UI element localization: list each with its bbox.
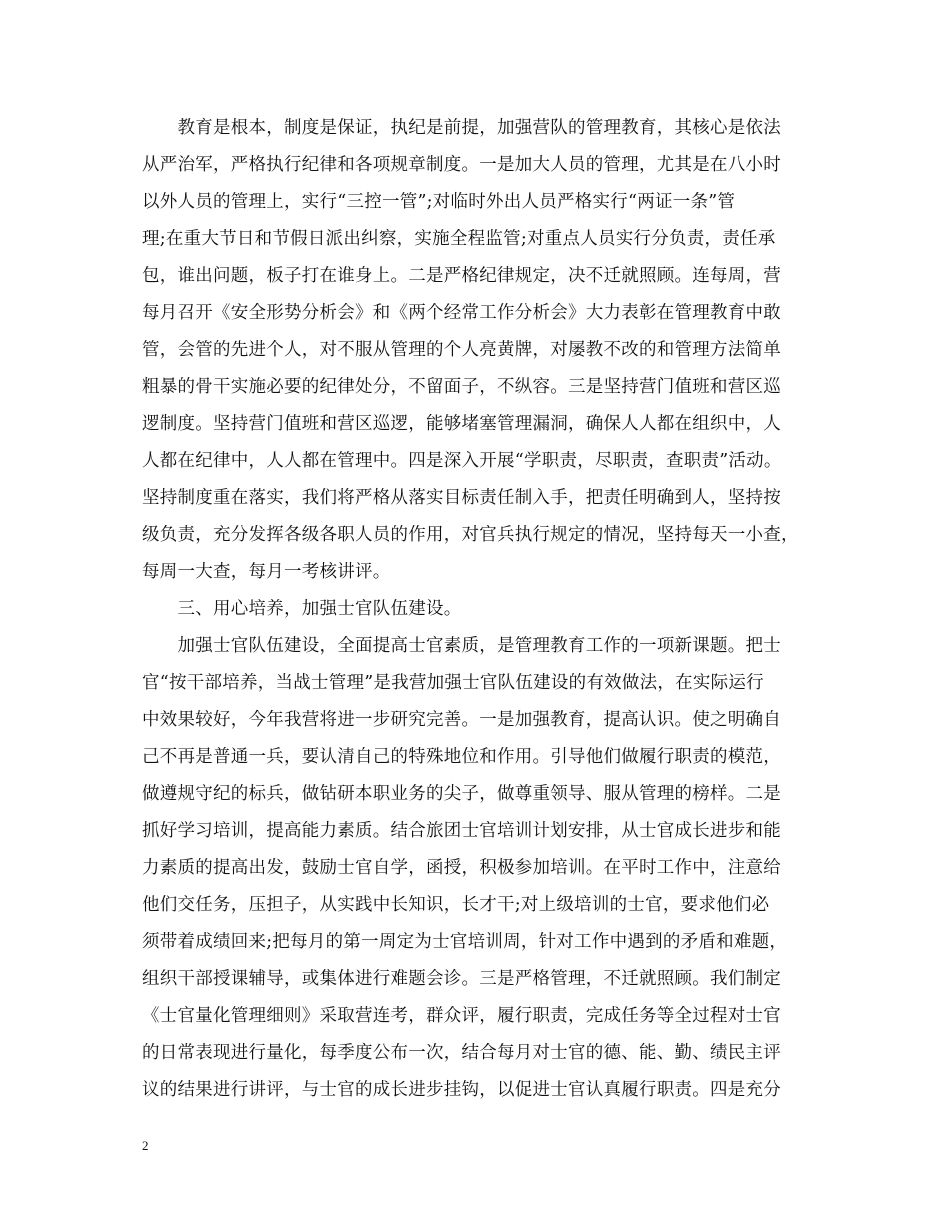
text-line: 逻制度。坚持营门值班和营区巡逻，能够堵塞管理漏洞，确保人人都在组织中，人 — [142, 414, 781, 434]
text-line: 力素质的提高出发，鼓励士官自学，函授，积极参加培训。在平时工作中，注意给 — [142, 858, 781, 878]
body-text — [142, 110, 822, 1109]
text-line: 组织干部授课辅导，或集体进行难题会诊。三是严格管理，不迁就照顾。我们制定 — [142, 969, 781, 989]
text-line: 包，谁出问题，板子打在谁身上。二是严格纪律规定，决不迁就照顾。连每周，营 — [142, 266, 781, 286]
text-line: 坚持制度重在落实，我们将严格从落实目标责任制入手，把责任明确到人，坚持按 — [142, 488, 781, 508]
text-line: 三、用心培养，加强士官队伍建设。 — [142, 599, 462, 619]
text-line: 己不再是普通一兵，要认清自己的特殊地位和作用。引导他们做履行职责的模范， — [142, 747, 781, 767]
text-line: 须带着成绩回来;把每月的第一周定为士官培训周，针对工作中遇到的矛盾和难题， — [142, 932, 788, 952]
text-line: 中效果较好，今年我营将进一步研究完善。一是加强教育，提高认识。使之明确自 — [142, 710, 781, 730]
text-line: 教育是根本，制度是保证，执纪是前提，加强营队的管理教育，其核心是依法 — [142, 118, 781, 138]
text-line: 人都在纪律中，人人都在管理中。四是深入开展“学职责，尽职责，查职责”活动。 — [142, 451, 782, 471]
text-line: 管，会管的先进个人，对不服从管理的个人亮黄牌，对屡教不改的和管理方法简单 — [142, 340, 781, 360]
text-line: 的日常表现进行量化，每季度公布一次，结合每月对士官的德、能、勤、绩民主评 — [142, 1043, 781, 1063]
page-number: 2 — [142, 1138, 149, 1153]
text-line: 《士官量化管理细则》采取营连考，群众评，履行职责，完成任务等全过程对士官 — [142, 1006, 781, 1026]
text-line: 以外人员的管理上，实行“三控一管”;对临时外出人员严格实行“两证一条”管 — [142, 192, 736, 212]
text-line: 他们交任务，压担子，从实践中长知识，长才干;对上级培训的士官，要求他们必 — [142, 895, 770, 915]
text-line: 议的结果进行讲评，与士官的成长进步挂钩，以促进士官认真履行职责。四是充分 — [142, 1080, 781, 1100]
text-line: 从严治军，严格执行纪律和各项规章制度。一是加大人员的管理，尤其是在八小时 — [142, 155, 781, 175]
text-line: 官“按干部培养，当战士管理”是我营加强士官队伍建设的有效做法，在实际运行 — [142, 673, 764, 693]
text-line: 粗暴的骨干实施必要的纪律处分，不留面子，不纵容。三是坚持营门值班和营区巡 — [142, 377, 781, 397]
text-line: 抓好学习培训，提高能力素质。结合旅团士官培训计划安排，从士官成长进步和能 — [142, 821, 781, 841]
text-line: 做遵规守纪的标兵，做钻研本职业务的尖子，做尊重领导、服从管理的榜样。二是 — [142, 784, 781, 804]
text-line: 加强士官队伍建设，全面提高士官素质，是管理教育工作的一项新课题。把士 — [142, 636, 781, 656]
text-line: 每月召开《安全形势分析会》和《两个经常工作分析会》大力表彰在管理教育中敢 — [142, 303, 781, 323]
text-line: 理;在重大节日和节假日派出纠察，实施全程监管;对重点人员实行分负责，责任承 — [142, 229, 776, 249]
text-line: 级负责，充分发挥各级各职人员的作用，对官兵执行规定的情况，坚持每天一小查， — [142, 525, 799, 545]
text-line: 每周一大查，每月一考核讲评。 — [142, 562, 391, 582]
